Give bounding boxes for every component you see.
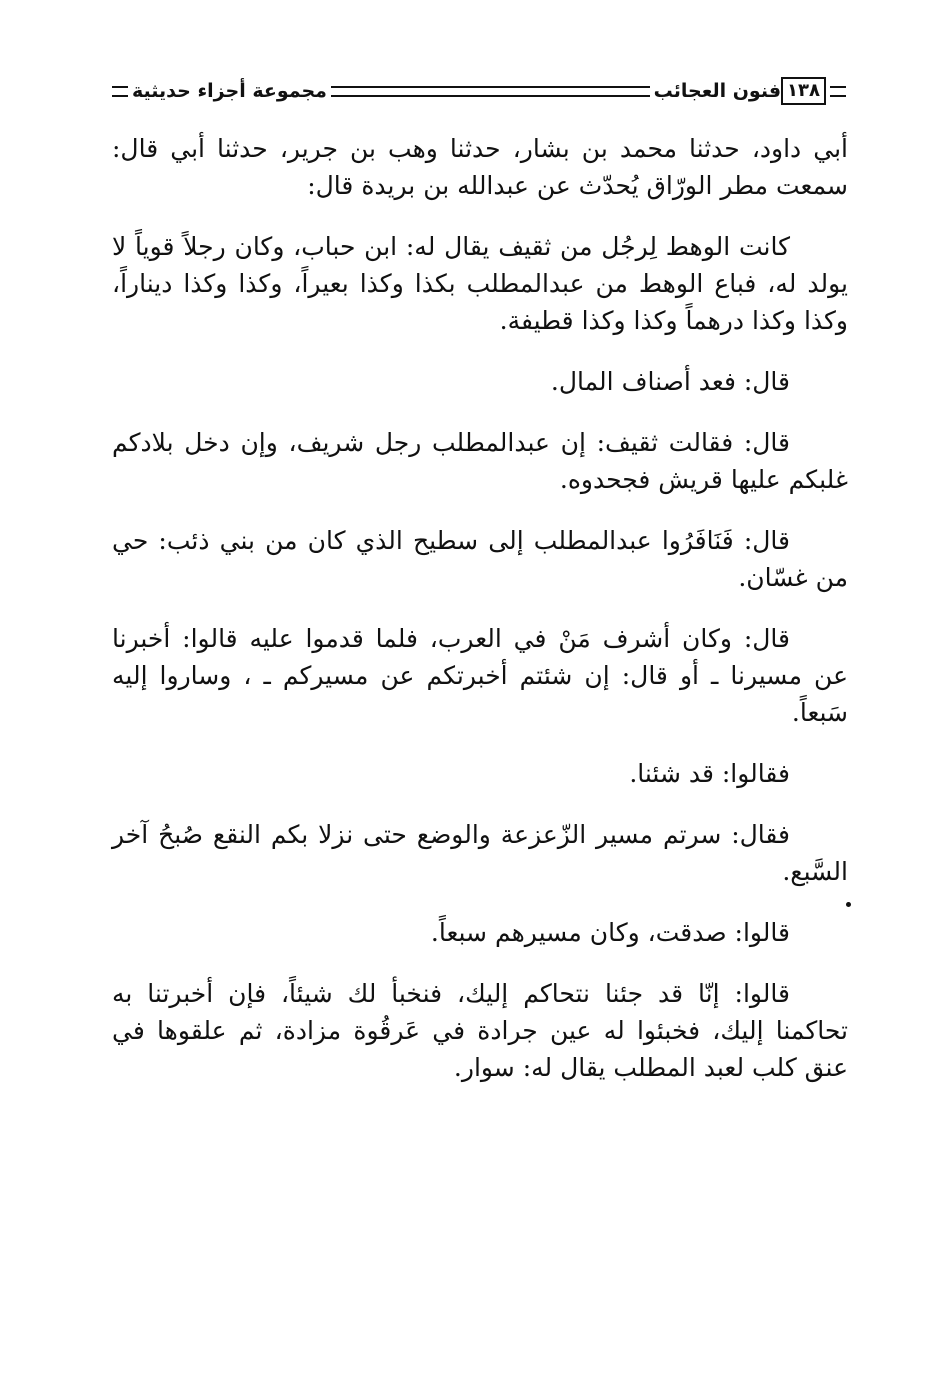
page-body (112, 130, 848, 1110)
paragraph-thaqif-said: قال: فقالت ثقيف: إن عبدالمطلب رجل شريف، وإن دخل بلادكم غلبكم عليها قريش فجحدوه. (112, 428, 848, 494)
paragraph-went-to-satih: قال: فَنَافَرُوا عبدالمطلب إلى سطيح الذي كان من بني ذئب: حي من غسّان. (112, 526, 848, 592)
paragraph-hidden-object: قالوا: إنّا قد جئنا نتحاكم إليك، فنخبأ لك شيئاً، فإن أخبرتنا به تحاكمنا إليك، فخبئوا له عين جرادة في عَرقُوة مزادة، ثم علقوها في عنق كلب لعبد المطلب يقال له: سوار. (112, 979, 848, 1082)
paragraph-isnad: أبي داود، حدثنا محمد بن بشار، حدثنا وهب بن جرير، حدثنا أبي قال: سمعت مطر الورّاق يُحدّث عن عبدالله بن بريدة قال: (112, 134, 848, 200)
paragraph-most-noble: قال: وكان أشرف مَنْ في العرب، فلما قدموا عليه قالوا: أخبرنا عن مسيرنا ـ أو قال: إن شئتم أخبرتكم عن مسيركم ـ ، وساروا إليه سَبعاً. (112, 624, 848, 727)
paragraph-we-wished: فقالوا: قد شئنا. (629, 759, 790, 788)
paragraph-wahṭ-story: كانت الوهط لِرجُل من ثقيف يقال له: ابن حباب، وكان رجلاً قوياً لا يولد له، فباع الوهط من عبدالمطلب بكذا وكذا بعيراً، وكذا وكذا ديناراً، وكذا وكذا درهماً وكذا وكذا قطيفة. (112, 232, 848, 335)
page-number: ١٣٨ (781, 77, 826, 105)
header-rule-middle (331, 86, 650, 97)
paragraph-satih-answer: فقال: سرتم مسير الزّعزعة والوضع حتى نزلا بكم النقع صُبحُ آخر السَّبع. (112, 820, 848, 886)
running-header (108, 76, 850, 106)
ink-dot (846, 902, 851, 907)
header-rule-right (830, 86, 846, 97)
header-book-title: مجموعة أجزاء حديثية (132, 80, 327, 102)
paragraph-count-wealth: قال: فعد أصناف المال. (550, 367, 790, 396)
header-section-title: فنون العجائب (653, 80, 782, 102)
paragraph-you-spoke-truth: قالوا: صدقت، وكان مسيرهم سبعاً. (430, 918, 790, 947)
header-rule-left (112, 86, 128, 97)
